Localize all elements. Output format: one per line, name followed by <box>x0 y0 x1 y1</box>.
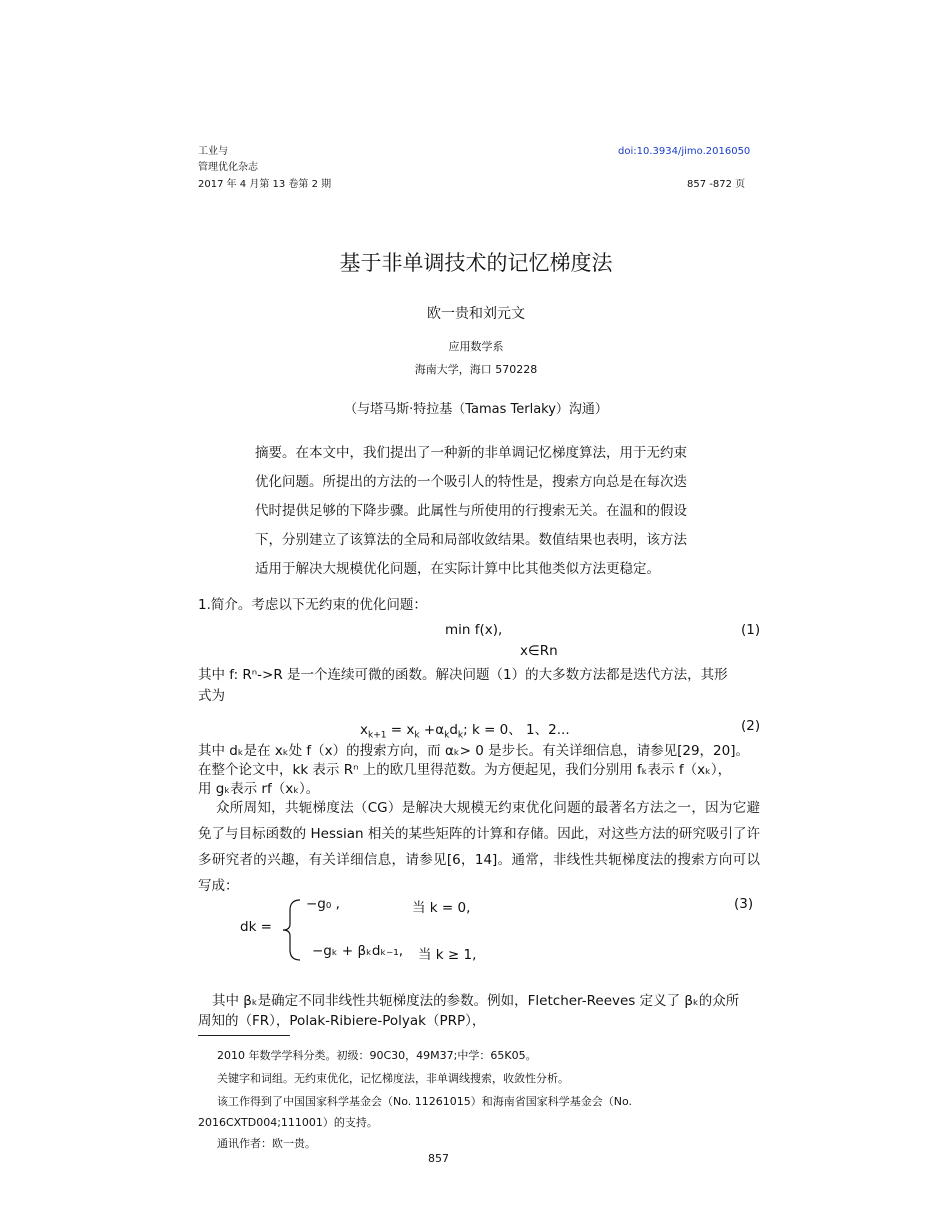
page-number: 857 <box>428 1152 449 1165</box>
affiliation-dept: 应用数学系 <box>448 340 504 353</box>
journal-name-line2: 管理优化杂志 <box>198 162 258 173</box>
footnote-keywords: 关键字和词组。无约束优化，记忆梯度法，非单调线搜索，收敛性分析。 <box>217 1072 569 1085</box>
footnote-funding-line2: 2016CXTD004;111001）的支持。 <box>198 1116 378 1129</box>
section-heading: 1.简介。考虑以下无约束的优化问题： <box>198 597 427 613</box>
equation-3-lhs: dk = <box>240 919 272 935</box>
paper-title: 基于非单调技术的记忆梯度法 <box>339 251 613 275</box>
paragraph-3 <box>198 795 760 899</box>
equation-3-number: (3) <box>734 896 754 912</box>
paragraph-2-line3: 用 gₖ表示 rf（xₖ）。 <box>198 781 320 797</box>
footnote-msc: 2010 年数学学科分类。初级：90C30，49M37;中学：65K05。 <box>217 1049 537 1062</box>
left-brace <box>280 898 304 962</box>
paragraph-1-line1: 其中 f: Rⁿ->R 是一个连续可微的函数。解决问题（1）的大多数方法都是迭代方法，其形 <box>198 667 728 683</box>
paragraph-4-line2: 周知的（FR），Polak-Ribiere-Polyak（PRP）， <box>198 1013 486 1029</box>
equation-3-case2: −gₖ + βₖdₖ₋₁, <box>312 943 404 959</box>
issue-info: 2017 年 4 月第 13 卷第 2 期 <box>198 179 332 190</box>
paragraph-2-line1: 其中 dₖ是在 xₖ处 f（x）的搜索方向，而 αₖ> 0 是步长。有关详细信息，请参见[29，20]。 <box>198 743 749 759</box>
equation-1-number: (1) <box>741 622 761 638</box>
footnote-divider <box>198 1035 290 1036</box>
equation-3-case1: −g₀ , <box>306 896 340 912</box>
journal-name-line1: 工业与 <box>198 146 228 157</box>
equation-2-number: (2) <box>741 718 761 734</box>
affiliation-univ: 海南大学，海口 570228 <box>414 363 538 376</box>
abstract-line: 代时提供足够的下降步骤。此属性与所使用的行搜索无关。在温和的假设 <box>255 503 687 519</box>
abstract-line: 适用于解决大规模优化问题，在实际计算中比其他类似方法更稳定。 <box>255 561 660 577</box>
paragraph-4-line1: 其中 βₖ是确定不同非线性共轭梯度法的参数。例如，Fletcher-Reeves 定义了 βₖ的众所 <box>212 993 740 1009</box>
equation-2: $x_{k+1} = x_k +\alpha_kd_k$; k = 0、 1、2... <box>360 722 570 741</box>
footnote-funding-line1: 该工作得到了中国国家科学基金会（No. 11261015）和海南省国家科学基金会（No. <box>217 1095 633 1108</box>
paragraph-2-line2: 在整个论文中，kk 表示 Rⁿ 上的欧几里得范数。为方便起见，我们分别用 fₖ表示 f（xₖ）， <box>198 762 732 778</box>
abstract <box>255 439 705 584</box>
abstract-line: 优化问题。所提出的方法的一个吸引人的特性是，搜索方向总是在每次迭 <box>255 474 687 490</box>
footnote-corresponding: 通讯作者：欧一贵。 <box>217 1137 316 1150</box>
equation-3-condition2: 当 k ≥ 1, <box>418 947 477 963</box>
page-range: 857 -872 页 <box>687 179 746 190</box>
communicated-by: （与塔马斯·特拉基（Tamas Terlaky）沟通） <box>344 402 608 417</box>
equation-3-condition1: 当 k = 0, <box>412 900 471 916</box>
paragraph-3-text: 众所周知，共轭梯度法（CG）是解决大规模无约束优化问题的最著名方法之一，因为它避免了与目标函数的 Hessian 相关的某些矩阵的计算和存储。因此，对这些方法的研究吸引了许多研究者的兴趣，有关详细信息，请参见[6，14]。通常，非线性共轭梯度法的搜索方向可以写成： <box>198 800 760 894</box>
equation-1-subscript: x∈Rn <box>520 643 558 659</box>
abstract-line: 摘要。在本文中，我们提出了一种新的非单调记忆梯度算法，用于无约束 <box>255 445 687 461</box>
abstract-line: 下，分别建立了该算法的全局和局部收敛结果。数值结果也表明，该方法 <box>255 532 687 548</box>
paragraph-1-line2: 式为 <box>198 688 225 704</box>
authors: 欧一贵和刘元文 <box>427 306 525 322</box>
equation-1: min f(x), <box>445 622 503 638</box>
doi-link[interactable]: doi:10.3934/jimo.2016050 <box>618 146 751 157</box>
